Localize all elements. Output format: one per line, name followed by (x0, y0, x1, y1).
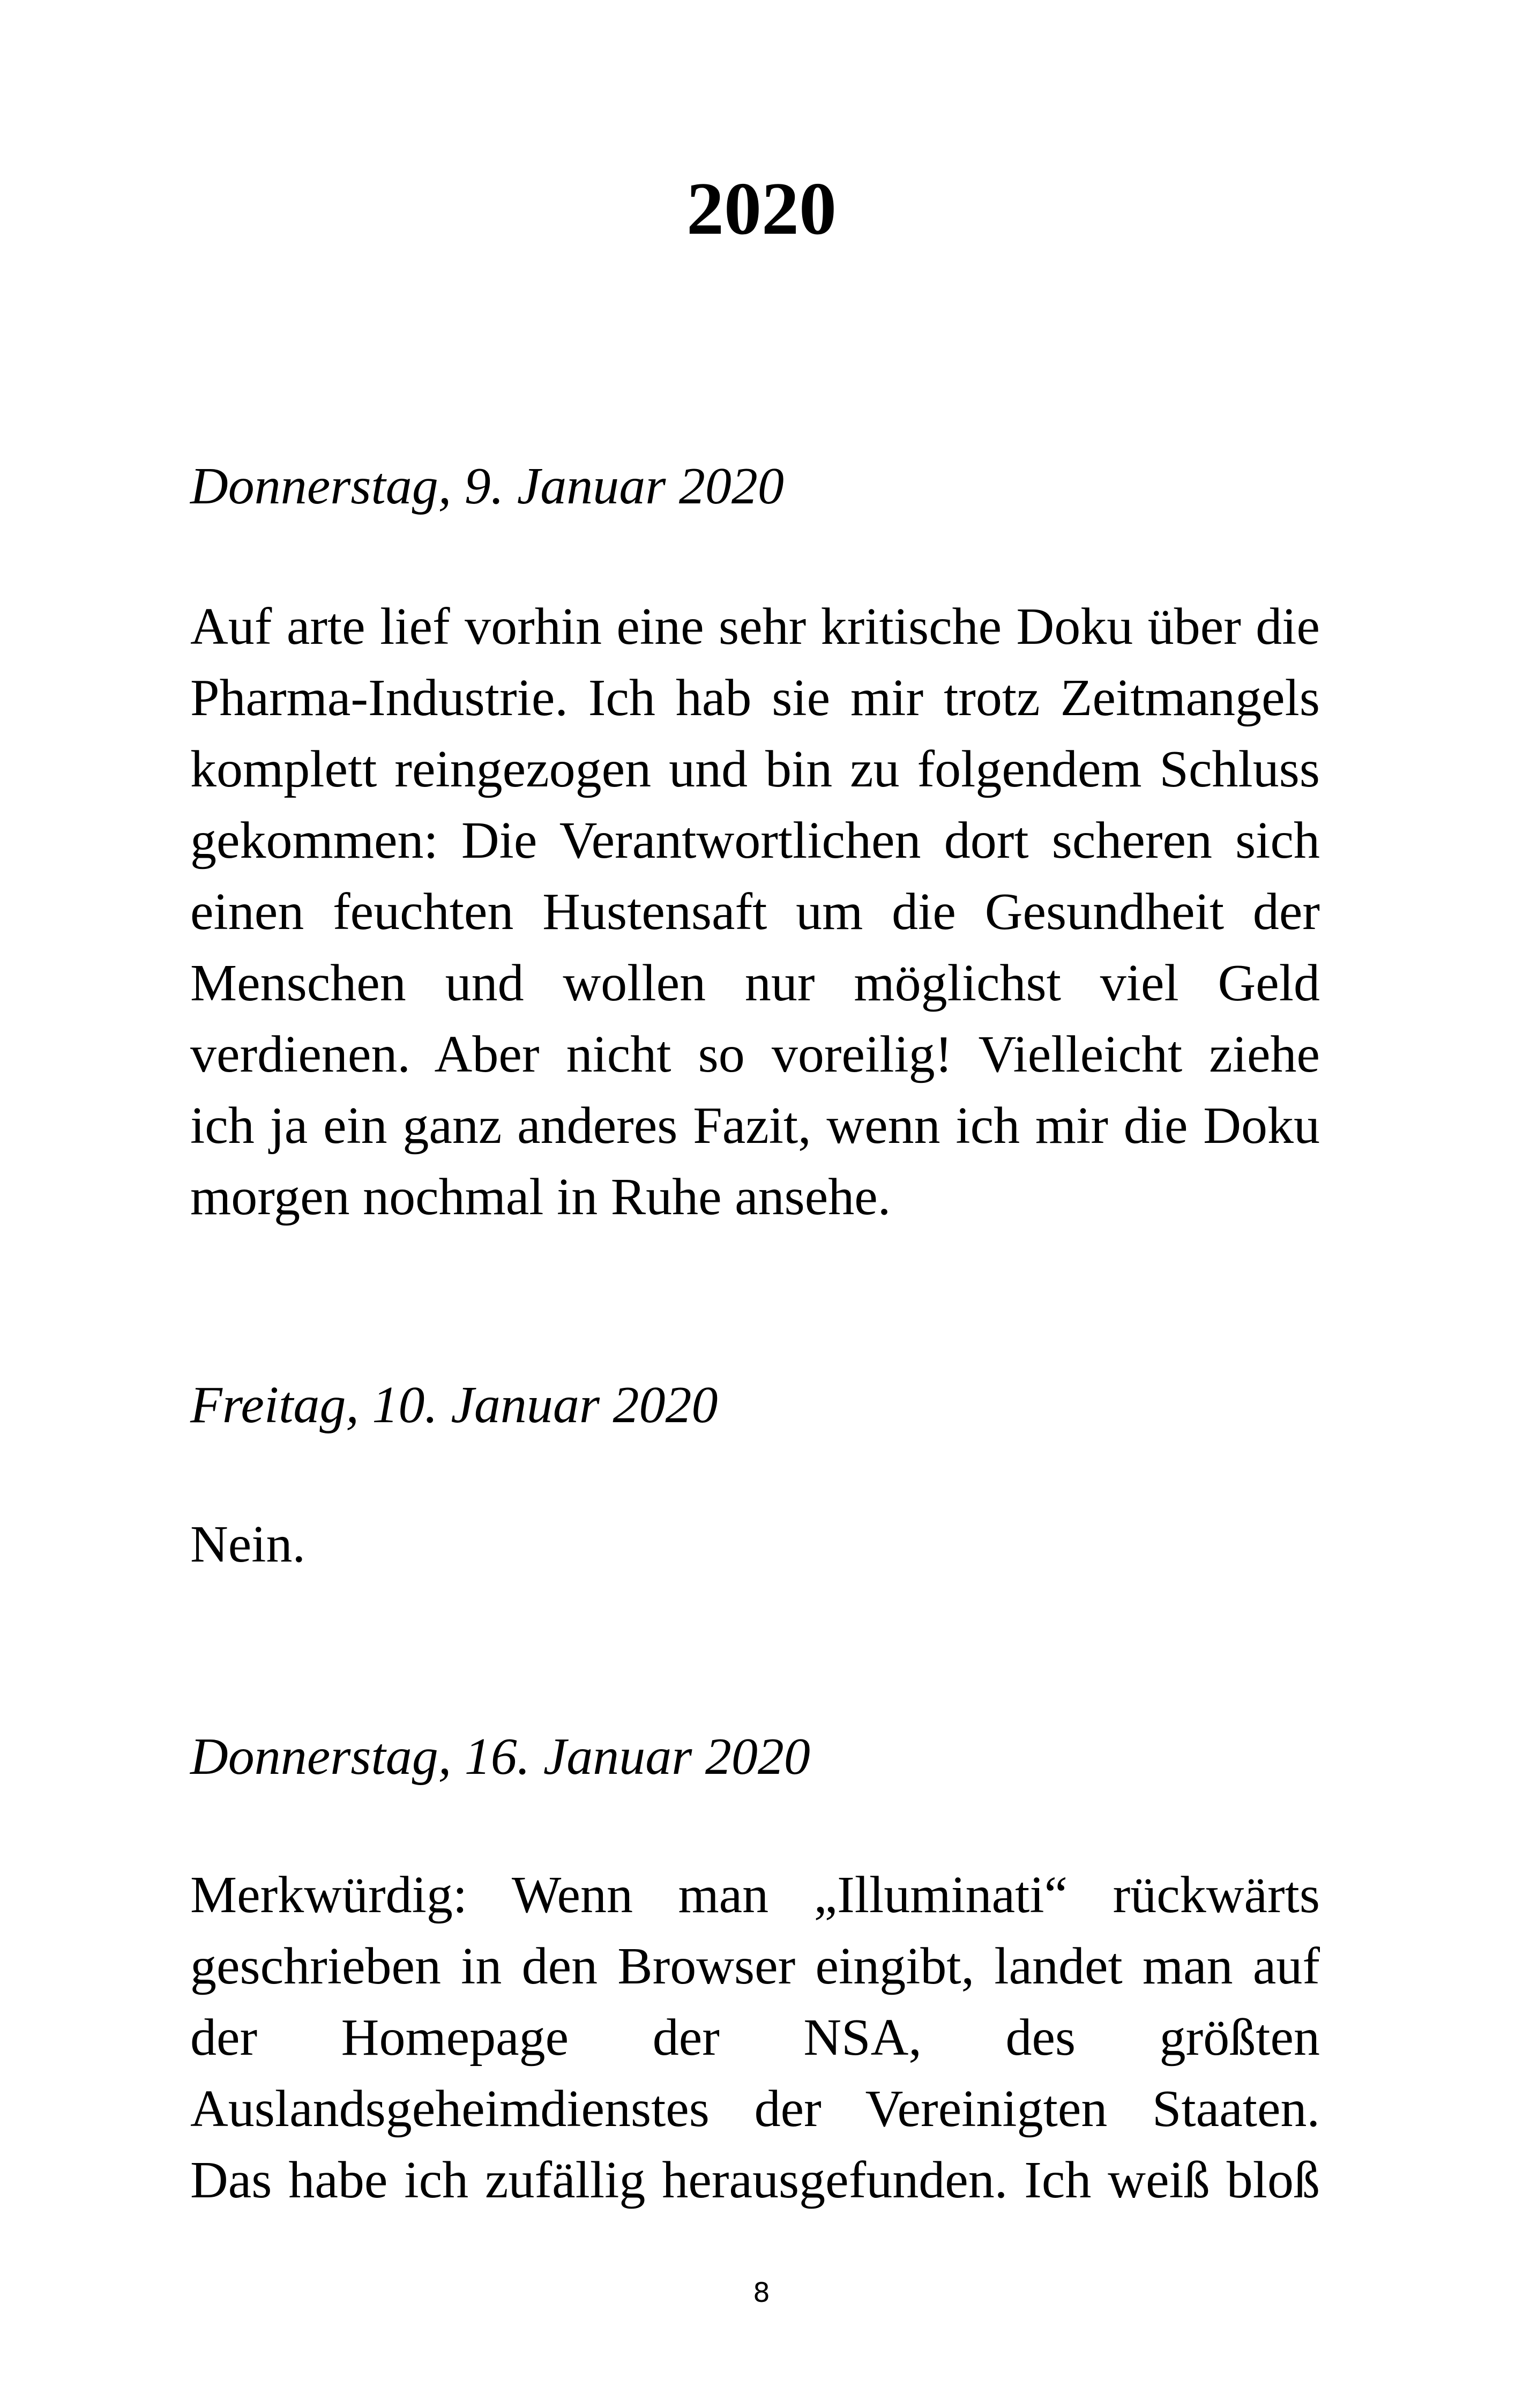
text-line: geschrieben in den Browser eingibt, landet man auf (190, 1937, 1320, 1995)
text-line: Auf arte lief vorhin eine sehr kritische Doku über die (190, 598, 1320, 656)
page-number: 8 (753, 2277, 770, 2308)
text-line: ich ja ein ganz anderes Fazit, wenn ich mir die Doku (190, 1097, 1320, 1155)
text-line: komplett reingezogen und bin zu folgendem Schluss (190, 740, 1320, 798)
entry-text (190, 1509, 1320, 1580)
entry-text (190, 1860, 1320, 2216)
entry-date: Donnerstag, 9. Januar 2020 (190, 457, 784, 515)
chapter-heading: 2020 (686, 167, 837, 250)
text-line: einen feuchten Hustensaft um die Gesundheit der (190, 883, 1320, 941)
entry-date: Donnerstag, 16. Januar 2020 (190, 1728, 810, 1786)
text-line: Menschen und wollen nur möglichst viel Geld (190, 954, 1320, 1012)
text-line: Merkwürdig: Wenn man „Illuminati“ rückwärts (190, 1866, 1320, 1924)
entry-date: Freitag, 10. Januar 2020 (190, 1376, 718, 1434)
text-line: gekommen: Die Verantwortlichen dort scheren sich (190, 812, 1320, 869)
text-line: Nein. (190, 1515, 305, 1573)
text-line: der Homepage der NSA, des größten (190, 2009, 1320, 2067)
entry-text (190, 591, 1320, 1233)
text-line: verdienen. Aber nicht so voreilig! Vielleicht ziehe (190, 1025, 1320, 1083)
text-line: morgen nochmal in Ruhe ansehe. (190, 1168, 891, 1226)
text-line: Auslandsgeheimdienstes der Vereinigten Staaten. (190, 2080, 1320, 2138)
text-line: Pharma-Industrie. Ich hab sie mir trotz Zeitmangels (190, 669, 1320, 727)
text-line: Das habe ich zufällig herausgefunden. Ich weiß bloß (190, 2151, 1320, 2209)
